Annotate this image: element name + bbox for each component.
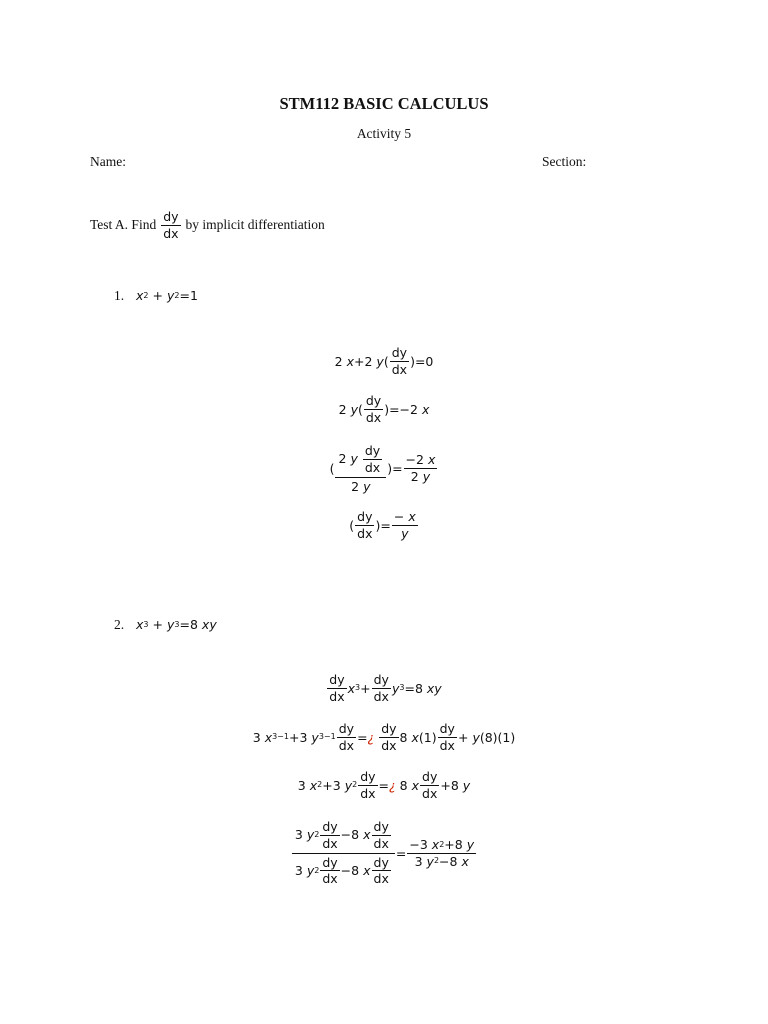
problem-2-equation: x 3 + y 3 =8 xy bbox=[136, 617, 217, 632]
activity-subtitle: Activity 5 bbox=[356, 126, 412, 141]
test-instruction-suffix: by implicit differentiation bbox=[185, 217, 325, 233]
problem-1-step-3: ( 2 y dy dx 2 y )= −2 x 2 y bbox=[329, 443, 436, 494]
problem-1-equation: x 2 + y 2 =1 bbox=[136, 288, 198, 303]
problem-2-step-3: 3 x 2 +3 y 2 dy dx = ¿ 8 x dy dx +8 y bbox=[297, 769, 471, 801]
problem-1-step-2: 2 y ( dy dx )=−2 x bbox=[338, 393, 430, 425]
problem-1-number: 1. bbox=[114, 288, 125, 303]
problem-2-step-4: 3 y 2 dy dx −8 x dy dx 3 y 2 dy dx −8 x dy dx = −3 x 2 +8 y 3 y 2 −8 x bbox=[0, 818, 768, 888]
test-instruction-prefix: Test A. Find bbox=[90, 217, 157, 233]
page-title: STM112 BASIC CALCULUS bbox=[279, 94, 489, 113]
name-label: Name: bbox=[90, 154, 126, 169]
problem-2-number: 2. bbox=[114, 617, 125, 632]
problem-2-step-2: 3 x 3−1 +3 y 3−1 dy dx = ¿ dy dx 8 x (1) dy dx + y (8)(1) bbox=[252, 721, 516, 753]
problem-1-step-1: 2 x +2 y ( dy dx )=0 bbox=[334, 345, 434, 377]
problem-1-step-4: ( dy dx )= − x y bbox=[349, 509, 416, 541]
test-instruction bbox=[90, 210, 325, 241]
problem-2-step-1: dy dx x 3 + dy dx y 3 =8 xy bbox=[329, 672, 442, 704]
section-label: Section: bbox=[542, 154, 587, 169]
dy-dx-fraction: dy dx bbox=[163, 209, 179, 241]
